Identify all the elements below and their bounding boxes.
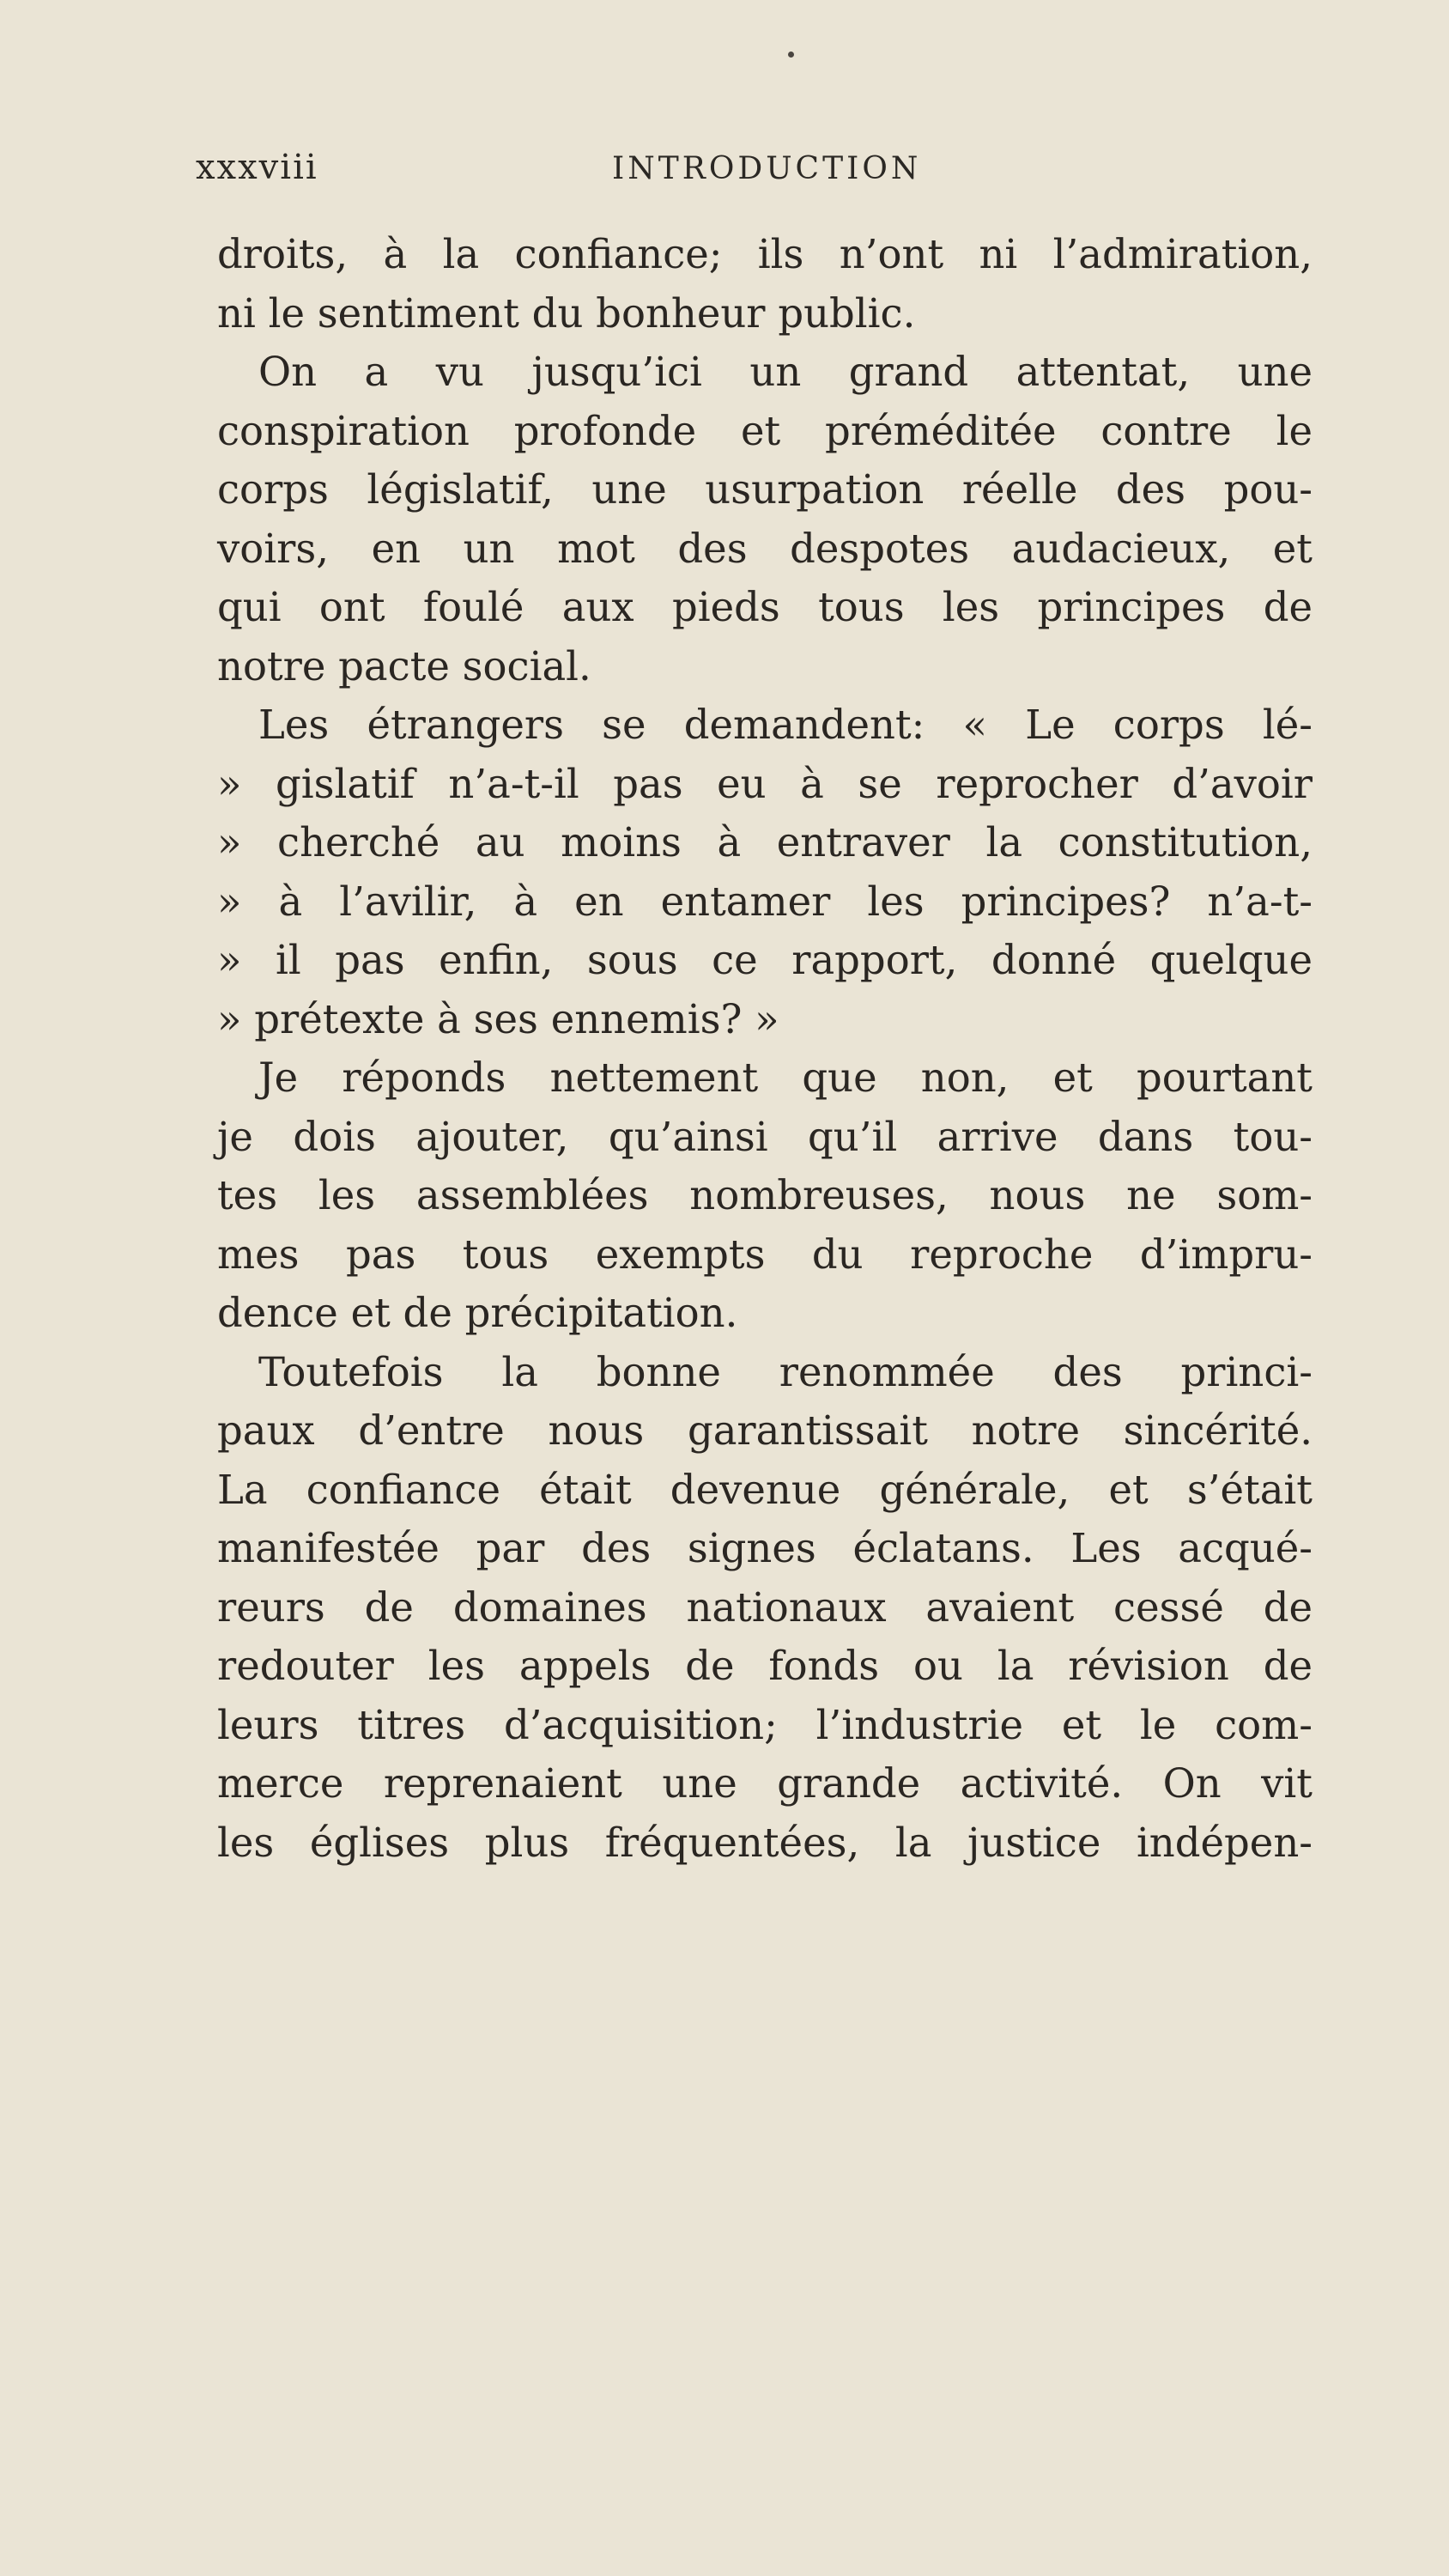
text-line: manifestée par des signes éclatans. Les acqué- bbox=[217, 1525, 1313, 1571]
text-line: Je réponds nettement que non, et pourtant bbox=[258, 1054, 1313, 1101]
text-line: » prétexte à ses ennemis? » bbox=[217, 995, 779, 1042]
running-head: INTRODUCTION bbox=[612, 151, 922, 186]
ink-speck bbox=[788, 52, 794, 58]
text-line: ni le sentiment du bonheur public. bbox=[217, 289, 916, 337]
text-line: je dois ajouter, qu’ainsi qu’il arrive dans tou- bbox=[217, 1113, 1313, 1160]
text-line: merce reprenaient une grande activité. On vit bbox=[217, 1760, 1313, 1807]
text-line: » il pas enfin, sous ce rapport, donné quelque bbox=[217, 937, 1313, 983]
body-text bbox=[217, 225, 1313, 1872]
text-line: paux d’entre nous garantissait notre sincérité. bbox=[217, 1407, 1313, 1454]
text-line: leurs titres d’acquisition; l’industrie et le com- bbox=[217, 1701, 1313, 1748]
text-line: les églises plus fréquentées, la justice indépen- bbox=[217, 1819, 1313, 1866]
text-line: Toutefois la bonne renommée des princi- bbox=[258, 1348, 1313, 1395]
text-line: » gislatif n’a-t-il pas eu à se reprocher d’avoir bbox=[217, 760, 1313, 807]
page-number: xxxviii bbox=[196, 148, 318, 187]
text-line: reurs de domaines nationaux avaient cessé de bbox=[217, 1583, 1313, 1631]
text-line: mes pas tous exempts du reproche d’impru- bbox=[217, 1230, 1313, 1278]
text-line: conspiration profonde et préméditée contre le bbox=[217, 407, 1313, 454]
text-line: voirs, en un mot des despotes audacieux, et bbox=[217, 525, 1313, 572]
text-line: redouter les appels de fonds ou la révision de bbox=[217, 1643, 1313, 1689]
text-line: droits, à la confiance; ils n’ont ni l’admiration, bbox=[217, 231, 1313, 277]
page-header bbox=[196, 148, 1269, 199]
text-line: » cherché au moins à entraver la constitution, bbox=[217, 819, 1313, 866]
text-line: qui ont foulé aux pieds tous les principes de bbox=[217, 584, 1313, 630]
text-line: Les étrangers se demandent: « Le corps lé- bbox=[258, 702, 1313, 748]
text-line: dence et de précipitation. bbox=[217, 1290, 738, 1336]
text-line: La confiance était devenue générale, et s’était bbox=[217, 1466, 1313, 1513]
text-line: tes les assemblées nombreuses, nous ne som- bbox=[217, 1172, 1313, 1218]
text-line: corps législatif, une usurpation réelle des pou- bbox=[217, 466, 1313, 513]
text-line: » à l’avilir, à en entamer les principes? n’a-t- bbox=[217, 878, 1313, 925]
text-line: On a vu jusqu’ici un grand attentat, une bbox=[258, 349, 1313, 395]
text-line: notre pacte social. bbox=[217, 642, 591, 690]
